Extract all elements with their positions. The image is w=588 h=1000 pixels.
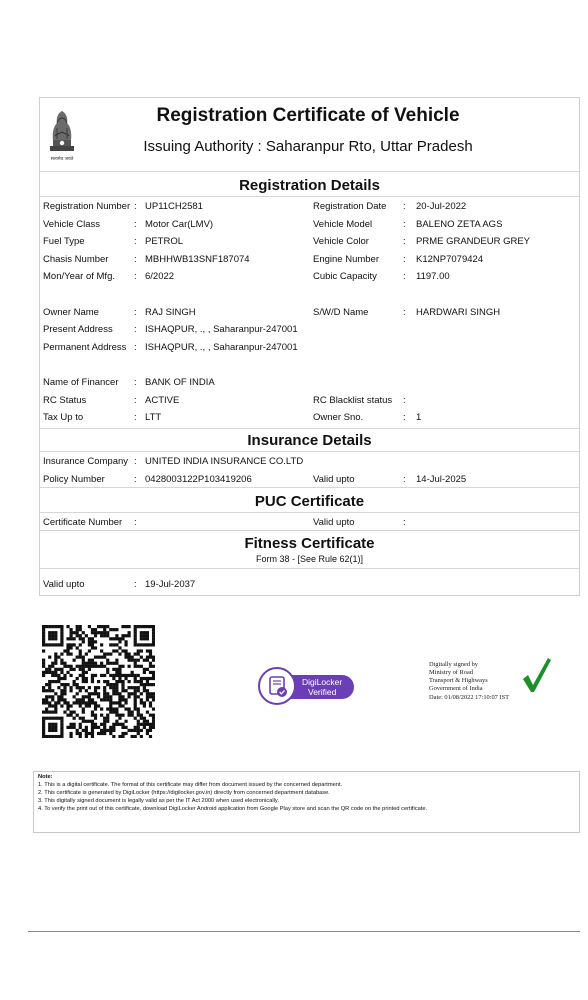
- field-label: Owner Sno.: [313, 412, 364, 423]
- colon: :: [403, 254, 406, 265]
- colon: :: [403, 201, 406, 212]
- field-value: 20-Jul-2022: [416, 201, 467, 212]
- note-line: 1. This is a digital certificate. The format of this certificate may differ from document issued by the concerned department.: [38, 782, 343, 788]
- colon: :: [403, 474, 406, 485]
- digilocker-verified-badge: [258, 667, 355, 707]
- field-label: Vehicle Model: [313, 219, 373, 230]
- field-value: MBHHWB13SNF187074: [145, 254, 250, 265]
- divider: [40, 568, 579, 569]
- signature-line: Transport & Highways: [429, 677, 488, 684]
- field-value: 6/2022: [145, 271, 175, 282]
- field-value: 19-Jul-2037: [145, 579, 196, 590]
- field-value: 1197.00: [416, 271, 450, 282]
- field-label: Valid upto: [43, 579, 85, 590]
- colon: :: [134, 412, 137, 423]
- field-label: Owner Name: [43, 307, 99, 318]
- detail-row: [40, 517, 579, 531]
- signature-line: Government of India: [429, 685, 483, 692]
- note-line: 4. To verify the print out of this certificate, download DigiLocker Android application from Google Play store and scan the QR code on the printed certificate.: [38, 806, 428, 812]
- fitness-form-reference: Form 38 - [See Rule 62(1)]: [255, 554, 364, 564]
- svg-text:सत्यमेव जयते: सत्यमेव जयते: [50, 157, 74, 162]
- digilocker-icon: [258, 667, 296, 705]
- signature-line: Ministry of Road: [429, 669, 474, 676]
- detail-row: [40, 412, 579, 426]
- colon: :: [134, 579, 137, 590]
- colon: :: [134, 307, 137, 318]
- field-value: UNITED INDIA INSURANCE CO.LTD: [145, 456, 304, 467]
- qr-code: [42, 625, 155, 738]
- issuing-authority: Issuing Authority : Saharanpur Rto, Uttar Pradesh: [143, 138, 473, 155]
- field-label: Cubic Capacity: [313, 271, 377, 282]
- colon: :: [403, 517, 406, 528]
- colon: :: [134, 254, 137, 265]
- field-label: S/W/D Name: [313, 307, 369, 318]
- divider: [40, 530, 579, 531]
- field-label: Permanent Address: [43, 342, 127, 353]
- field-label: Certificate Number: [43, 517, 123, 528]
- detail-row: [40, 254, 579, 268]
- colon: :: [134, 395, 137, 406]
- field-label: Registration Number: [43, 201, 131, 212]
- puc-heading: PUC Certificate: [254, 493, 365, 510]
- fitness-heading: Fitness Certificate: [244, 535, 375, 552]
- detail-row: [40, 395, 579, 409]
- note-box: [33, 771, 580, 833]
- field-label: Fuel Type: [43, 236, 85, 247]
- field-value: BALENO ZETA AGS: [416, 219, 503, 230]
- colon: :: [134, 219, 137, 230]
- detail-row: [40, 236, 579, 250]
- field-label: Vehicle Class: [43, 219, 101, 230]
- detail-row: [40, 342, 579, 356]
- divider: [40, 451, 579, 452]
- field-label: RC Blacklist status: [313, 395, 393, 406]
- colon: :: [134, 271, 137, 282]
- field-value: K12NP7079424: [416, 254, 484, 265]
- divider: [40, 487, 579, 488]
- colon: :: [134, 201, 137, 212]
- certificate-panel: [39, 97, 580, 596]
- field-label: Engine Number: [313, 254, 380, 265]
- colon: :: [134, 342, 137, 353]
- checkmark-icon: [520, 655, 552, 695]
- note-line: 3. This digitally signed document is legally valid as per the IT Act 2000 when used electronically.: [38, 798, 279, 804]
- field-value: PETROL: [145, 236, 184, 247]
- certificate-title: Registration Certificate of Vehicle: [156, 105, 460, 126]
- field-label: RC Status: [43, 395, 87, 406]
- field-value: HARDWARI SINGH: [416, 307, 501, 318]
- detail-row: [40, 474, 579, 488]
- note-line: 2. This certificate is generated by DigiLocker (https://digilocker.gov.in) directly from concerned department database.: [38, 790, 330, 796]
- field-label: Policy Number: [43, 474, 105, 485]
- field-label: Valid upto: [313, 517, 355, 528]
- detail-row: [40, 579, 579, 593]
- divider: [40, 512, 579, 513]
- colon: :: [134, 324, 137, 335]
- colon: :: [134, 377, 137, 388]
- colon: :: [403, 412, 406, 423]
- colon: :: [403, 307, 406, 318]
- colon: :: [403, 271, 406, 282]
- digilocker-label: DigiLocker: [302, 677, 343, 687]
- field-label: Chasis Number: [43, 254, 109, 265]
- field-label: Valid upto: [313, 474, 355, 485]
- colon: :: [134, 474, 137, 485]
- field-label: Name of Financer: [43, 377, 119, 388]
- field-label: Tax Up to: [43, 412, 84, 423]
- field-value: ISHAQPUR, ., , Saharanpur-247001: [145, 342, 298, 353]
- detail-row: [40, 456, 579, 470]
- verified-label: Verified: [308, 687, 337, 697]
- colon: :: [134, 517, 137, 528]
- signature-line: Digitally signed by: [429, 661, 478, 668]
- field-value: 0428003122P103419206: [145, 474, 252, 485]
- registration-heading: Registration Details: [239, 177, 380, 194]
- field-value: Motor Car(LMV): [145, 219, 214, 230]
- divider: [40, 171, 579, 172]
- field-value: LTT: [145, 412, 162, 423]
- signature-date: Date: 01/08/2022 17:10:07 IST: [429, 694, 510, 701]
- detail-row: [40, 377, 579, 391]
- colon: :: [403, 395, 406, 406]
- detail-row: [40, 219, 579, 233]
- field-label: Insurance Company: [43, 456, 129, 467]
- field-value: UP11CH2581: [145, 201, 203, 212]
- field-value: 14-Jul-2025: [416, 474, 467, 485]
- colon: :: [134, 236, 137, 247]
- field-value: ACTIVE: [145, 395, 180, 406]
- colon: :: [403, 236, 406, 247]
- field-value: PRME GRANDEUR GREY: [416, 236, 531, 247]
- field-value: 1: [416, 412, 422, 423]
- footer-divider: [28, 931, 580, 932]
- colon: :: [134, 456, 137, 467]
- field-label: Registration Date: [313, 201, 387, 212]
- national-emblem-icon: [44, 106, 80, 164]
- insurance-heading: Insurance Details: [247, 432, 372, 449]
- note-title: Note:: [38, 774, 53, 780]
- colon: :: [403, 219, 406, 230]
- detail-row: [40, 271, 579, 285]
- detail-row: [40, 201, 579, 215]
- field-value: RAJ SINGH: [145, 307, 196, 318]
- digital-signature: [425, 659, 562, 705]
- field-label: Present Address: [43, 324, 113, 335]
- field-label: Mon/Year of Mfg.: [43, 271, 115, 282]
- field-label: Vehicle Color: [313, 236, 369, 247]
- detail-row: [40, 324, 579, 338]
- field-value: BANK OF INDIA: [145, 377, 215, 388]
- detail-row: [40, 307, 579, 321]
- field-value: ISHAQPUR, ., , Saharanpur-247001: [145, 324, 298, 335]
- divider: [40, 428, 579, 429]
- divider: [40, 196, 579, 197]
